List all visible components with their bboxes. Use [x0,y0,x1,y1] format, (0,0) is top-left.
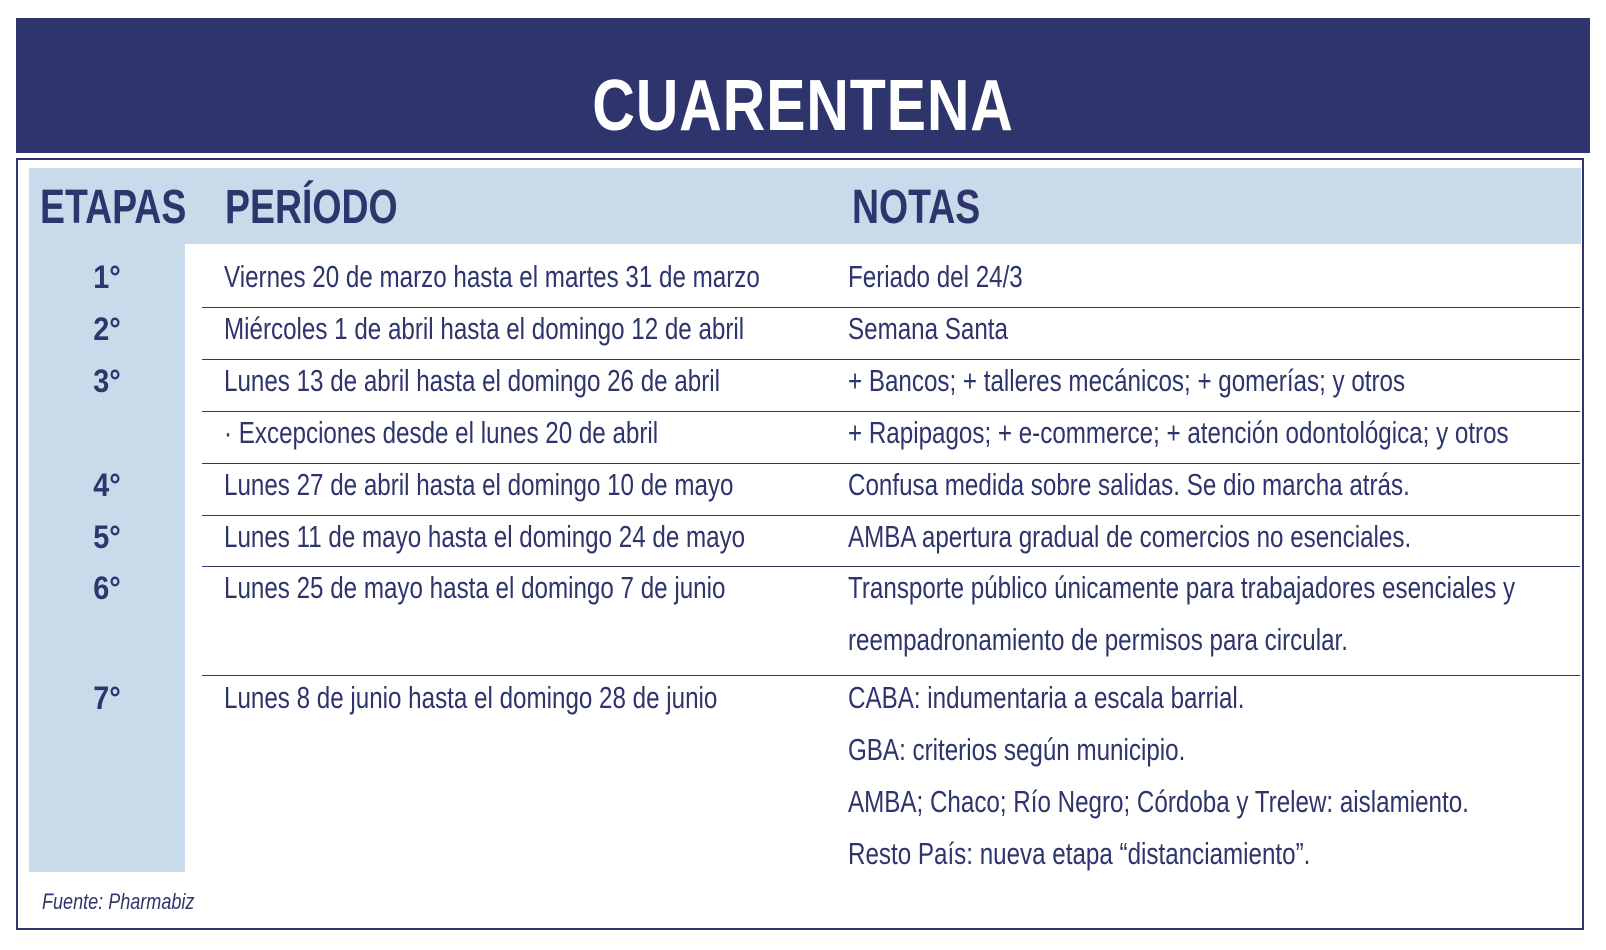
header-periodo: PERÍODO [225,181,398,234]
header-notas: NOTAS [852,181,981,234]
row-divider [202,675,1580,676]
stage-number: 2° [93,311,121,347]
stage-number: 3° [93,363,121,399]
stage-number: 4° [93,467,121,503]
note-cell: AMBA apertura gradual de comercios no esenciales. [848,519,1412,554]
period-cell: · Excepciones desde el lunes 20 de abril [224,415,659,450]
note-cell-continued: Resto País: nueva etapa “distanciamiento”. [848,836,1311,871]
note-cell: CABA: indumentaria a escala barrial. [848,680,1245,715]
stage-number: 5° [93,519,121,555]
note-cell: + Rapipagos; + e-commerce; + atención odontológica; y otros [848,415,1509,450]
page-title: CUARENTENA [592,66,1014,146]
note-cell: Semana Santa [848,311,1008,346]
period-cell: Viernes 20 de marzo hasta el martes 31 de marzo [224,259,760,294]
stage-number: 7° [93,680,121,716]
period-cell: Lunes 27 de abril hasta el domingo 10 de mayo [224,467,734,502]
source-credit: Fuente: Pharmabiz [42,889,195,914]
period-cell: Lunes 8 de junio hasta el domingo 28 de junio [224,680,718,715]
note-cell: Transporte público únicamente para trabajadores esenciales y [848,570,1516,605]
period-cell: Lunes 25 de mayo hasta el domingo 7 de junio [224,570,726,605]
row-divider [202,515,1580,516]
row-divider [202,566,1580,567]
note-cell: Feriado del 24/3 [848,259,1023,294]
note-cell: + Bancos; + talleres mecánicos; + gomerías; y otros [848,363,1406,398]
note-cell-continued: GBA: criterios según municipio. [848,732,1186,767]
note-cell-continued: AMBA; Chaco; Río Negro; Córdoba y Trelew: aislamiento. [848,784,1469,819]
stage-number: 1° [93,259,121,295]
row-divider [202,463,1580,464]
title-banner [16,18,1590,153]
header-etapas: ETAPAS [40,181,187,234]
row-divider [202,411,1580,412]
period-cell: Miércoles 1 de abril hasta el domingo 12 de abril [224,311,745,346]
period-cell: Lunes 11 de mayo hasta el domingo 24 de mayo [224,519,746,554]
period-cell: Lunes 13 de abril hasta el domingo 26 de abril [224,363,721,398]
note-cell: Confusa medida sobre salidas. Se dio marcha atrás. [848,467,1410,502]
row-divider [202,307,1580,308]
note-cell-continued: reempadronamiento de permisos para circular. [848,622,1348,657]
stage-number: 6° [93,570,121,606]
row-divider [202,359,1580,360]
